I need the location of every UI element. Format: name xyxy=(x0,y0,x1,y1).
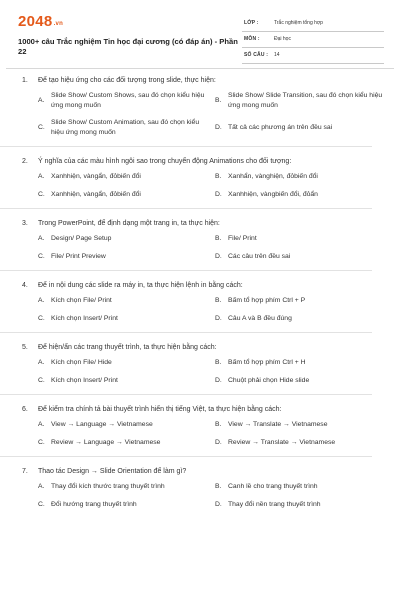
option-text: Xanhẩn, vànghiện, đỏbiến đổi xyxy=(228,173,318,180)
option-letter: A. xyxy=(38,297,45,304)
option-letter: B. xyxy=(215,235,222,242)
options-row xyxy=(38,91,390,110)
answer-option-c[interactable] xyxy=(38,118,213,137)
answer-option-c[interactable] xyxy=(38,252,213,262)
options-row xyxy=(38,234,390,244)
answer-option-c[interactable] xyxy=(38,500,213,510)
answer-options xyxy=(22,358,390,385)
question-item xyxy=(22,219,390,261)
option-letter: D. xyxy=(215,190,222,198)
option-text: File/ Print xyxy=(228,235,257,242)
question-text xyxy=(22,405,390,414)
answer-option-b[interactable] xyxy=(215,234,390,244)
option-letter: A. xyxy=(38,359,45,366)
option-letter: C. xyxy=(38,376,45,384)
option-letter: A. xyxy=(38,96,45,104)
question-text xyxy=(22,157,390,166)
options-row xyxy=(38,190,390,200)
option-text: Xanhhiện, vàngẩn, đỏbiến đổi xyxy=(51,173,141,180)
answer-option-d[interactable] xyxy=(215,438,390,448)
question-item xyxy=(22,405,390,447)
question-stem: Trong PowerPoint, để định dạng một trang in, ta thực hiện: xyxy=(38,220,220,227)
question-text xyxy=(22,76,390,85)
answer-options xyxy=(22,234,390,261)
question-divider xyxy=(0,270,372,271)
question-divider xyxy=(0,208,372,209)
options-row xyxy=(38,296,390,306)
question-number: 5. xyxy=(22,344,28,351)
option-letter: C. xyxy=(38,314,45,322)
options-row xyxy=(38,118,390,137)
answer-option-a[interactable] xyxy=(38,358,213,368)
options-row xyxy=(38,358,390,368)
logo-suffix: .vn xyxy=(53,21,64,27)
option-text: View → Translate → Vietnamese xyxy=(228,421,328,428)
question-text xyxy=(22,281,390,290)
option-text: Slide Show/ Slide Transition, sau đó chọn kiểu hiệu ứng mong muốn xyxy=(228,92,383,109)
meta-value: 14 xyxy=(274,52,280,58)
option-text: Slide Show/ Custom Shows, sau đó chọn kiểu hiệu ứng mong muốn xyxy=(51,92,205,109)
option-text: Xanhhiện, vàngẩn, đỏbiến đổi xyxy=(51,190,141,198)
answer-option-b[interactable] xyxy=(215,358,390,368)
option-text: Slide Show/ Custom Animation, sau đó chọn kiểu hiệu ứng mong muốn xyxy=(51,119,200,136)
option-letter: D. xyxy=(215,438,222,446)
answer-option-c[interactable] xyxy=(38,438,213,448)
question-item xyxy=(22,157,390,199)
option-text: Bấm tổ hợp phím Ctrl + H xyxy=(228,359,306,366)
answer-options xyxy=(22,172,390,199)
option-text: Đổi hướng trang thuyết trình xyxy=(51,500,137,508)
answer-option-b[interactable] xyxy=(215,482,390,492)
question-divider xyxy=(0,394,372,395)
option-text: Kích chọn File/ Print xyxy=(51,297,112,304)
question-number: 2. xyxy=(22,158,28,165)
option-letter: B. xyxy=(215,483,222,490)
answer-option-b[interactable] xyxy=(215,172,390,182)
option-text: Design/ Page Setup xyxy=(51,235,112,242)
option-letter: B. xyxy=(215,96,222,104)
option-text: Review → Translate → Vietnamese xyxy=(228,438,336,446)
options-row xyxy=(38,314,390,324)
question-stem: Thao tác Design → Slide Orientation để làm gì? xyxy=(38,468,187,475)
meta-key: MÔN : xyxy=(244,36,260,42)
question-text xyxy=(22,343,390,352)
answer-option-a[interactable] xyxy=(38,482,213,492)
answer-option-d[interactable] xyxy=(215,314,390,324)
meta-value: Trắc nghiệm tổng hợp xyxy=(274,20,323,26)
option-letter: C. xyxy=(38,123,45,131)
option-text: Thay đổi kích thước trang thuyết trình xyxy=(51,483,165,490)
question-number: 6. xyxy=(22,406,28,413)
question-number: 7. xyxy=(22,468,28,475)
answer-option-d[interactable] xyxy=(215,500,390,510)
option-letter: D. xyxy=(215,376,222,384)
answer-options xyxy=(22,420,390,447)
question-number: 3. xyxy=(22,220,28,227)
meta-table xyxy=(242,16,384,64)
option-letter: D. xyxy=(215,314,222,322)
option-letter: B. xyxy=(215,297,222,304)
answer-option-a[interactable] xyxy=(38,234,213,244)
option-letter: C. xyxy=(38,252,45,260)
option-text: Bấm tổ hợp phím Ctrl + P xyxy=(228,297,306,304)
options-row xyxy=(38,252,390,262)
question-item xyxy=(22,281,390,323)
meta-value: Đại học xyxy=(274,36,291,42)
options-row xyxy=(38,482,390,492)
answer-option-d[interactable] xyxy=(215,123,390,133)
option-text: Tất cả các phương án trên đều sai xyxy=(228,123,333,131)
option-letter: D. xyxy=(215,252,222,260)
answer-option-a[interactable] xyxy=(38,420,213,430)
question-stem: Để hiện/ẩn các trang thuyết trình, ta thực hiện bằng cách: xyxy=(38,344,217,351)
question-number: 4. xyxy=(22,282,28,289)
option-letter: C. xyxy=(38,500,45,508)
question-divider xyxy=(0,332,372,333)
answer-option-c[interactable] xyxy=(38,190,213,200)
answer-option-c[interactable] xyxy=(38,376,213,386)
option-letter: D. xyxy=(215,123,222,131)
answer-option-b[interactable] xyxy=(215,296,390,306)
option-letter: A. xyxy=(38,173,45,180)
question-divider xyxy=(0,146,372,147)
options-row xyxy=(38,376,390,386)
answer-option-b[interactable] xyxy=(215,420,390,430)
document-header xyxy=(18,14,384,62)
answer-option-a[interactable] xyxy=(38,172,213,182)
question-stem: Để kiểm tra chính tả bài thuyết trình hiển thị tiếng Việt, ta thực hiện bằng cách: xyxy=(38,406,282,413)
option-text: Xanhhiện, vàngbiến đổi, đỏẩn xyxy=(228,190,318,198)
option-text: Các câu trên đều sai xyxy=(228,252,291,260)
meta-row-subject xyxy=(242,32,384,48)
question-item xyxy=(22,467,390,509)
answer-options xyxy=(22,91,390,137)
logo-text: 2048 xyxy=(18,13,53,30)
document-title: 1000+ câu Trắc nghiệm Tin học đại cương (có đáp án) - Phần 22 xyxy=(18,37,238,56)
option-text: View → Language → Vietnamese xyxy=(51,421,153,428)
option-letter: B. xyxy=(215,359,222,366)
option-letter: A. xyxy=(38,483,45,490)
option-text: Kích chọn File/ Hide xyxy=(51,359,112,366)
answer-options xyxy=(22,482,390,509)
option-letter: C. xyxy=(38,438,45,446)
answer-option-d[interactable] xyxy=(215,376,390,386)
option-letter: A. xyxy=(38,421,45,428)
question-text xyxy=(22,219,390,228)
options-row xyxy=(38,438,390,448)
meta-row-class xyxy=(242,16,384,32)
options-row xyxy=(38,420,390,430)
meta-key: SỐ CÂU : xyxy=(244,52,269,58)
question-stem: Ý nghĩa của các màu hình ngôi sao trong chuyển động Animations cho đối tượng: xyxy=(38,158,292,165)
answer-option-c[interactable] xyxy=(38,314,213,324)
question-item xyxy=(22,76,390,137)
answer-option-d[interactable] xyxy=(215,190,390,200)
question-stem: Để tạo hiệu ứng cho các đối tượng trong slide, thực hiện: xyxy=(38,77,216,84)
question-divider xyxy=(0,456,372,457)
answer-option-b[interactable] xyxy=(215,91,390,110)
option-letter: A. xyxy=(38,235,45,242)
question-text xyxy=(22,467,390,476)
option-text: Canh lề cho trang thuyết trình xyxy=(228,483,318,490)
question-item xyxy=(22,343,390,385)
option-text: Review → Language → Vietnamese xyxy=(51,438,161,446)
site-logo[interactable] xyxy=(18,14,63,32)
answer-option-a[interactable] xyxy=(38,296,213,306)
option-text: Kích chọn Insert/ Print xyxy=(51,376,118,384)
option-letter: D. xyxy=(215,500,222,508)
option-text: File/ Print Preview xyxy=(51,252,106,260)
answer-option-d[interactable] xyxy=(215,252,390,262)
option-text: Chuột phải chọn Hide slide xyxy=(228,376,310,384)
question-number: 1. xyxy=(22,77,28,84)
options-row xyxy=(38,500,390,510)
option-text: Thay đổi nền trang thuyết trình xyxy=(228,500,321,508)
option-letter: B. xyxy=(215,421,222,428)
question-list xyxy=(0,76,400,509)
header-divider xyxy=(6,68,394,69)
answer-options xyxy=(22,296,390,323)
options-row xyxy=(38,172,390,182)
meta-row-count xyxy=(242,48,384,64)
option-letter: B. xyxy=(215,173,222,180)
option-text: Câu A và B đều đúng xyxy=(228,314,292,322)
meta-key: LỚP : xyxy=(244,20,259,26)
question-stem: Để in nội dung các slide ra máy in, ta thực hiện lệnh in bằng cách: xyxy=(38,282,243,289)
option-text: Kích chọn Insert/ Print xyxy=(51,314,118,322)
answer-option-a[interactable] xyxy=(38,91,213,110)
option-letter: C. xyxy=(38,190,45,198)
